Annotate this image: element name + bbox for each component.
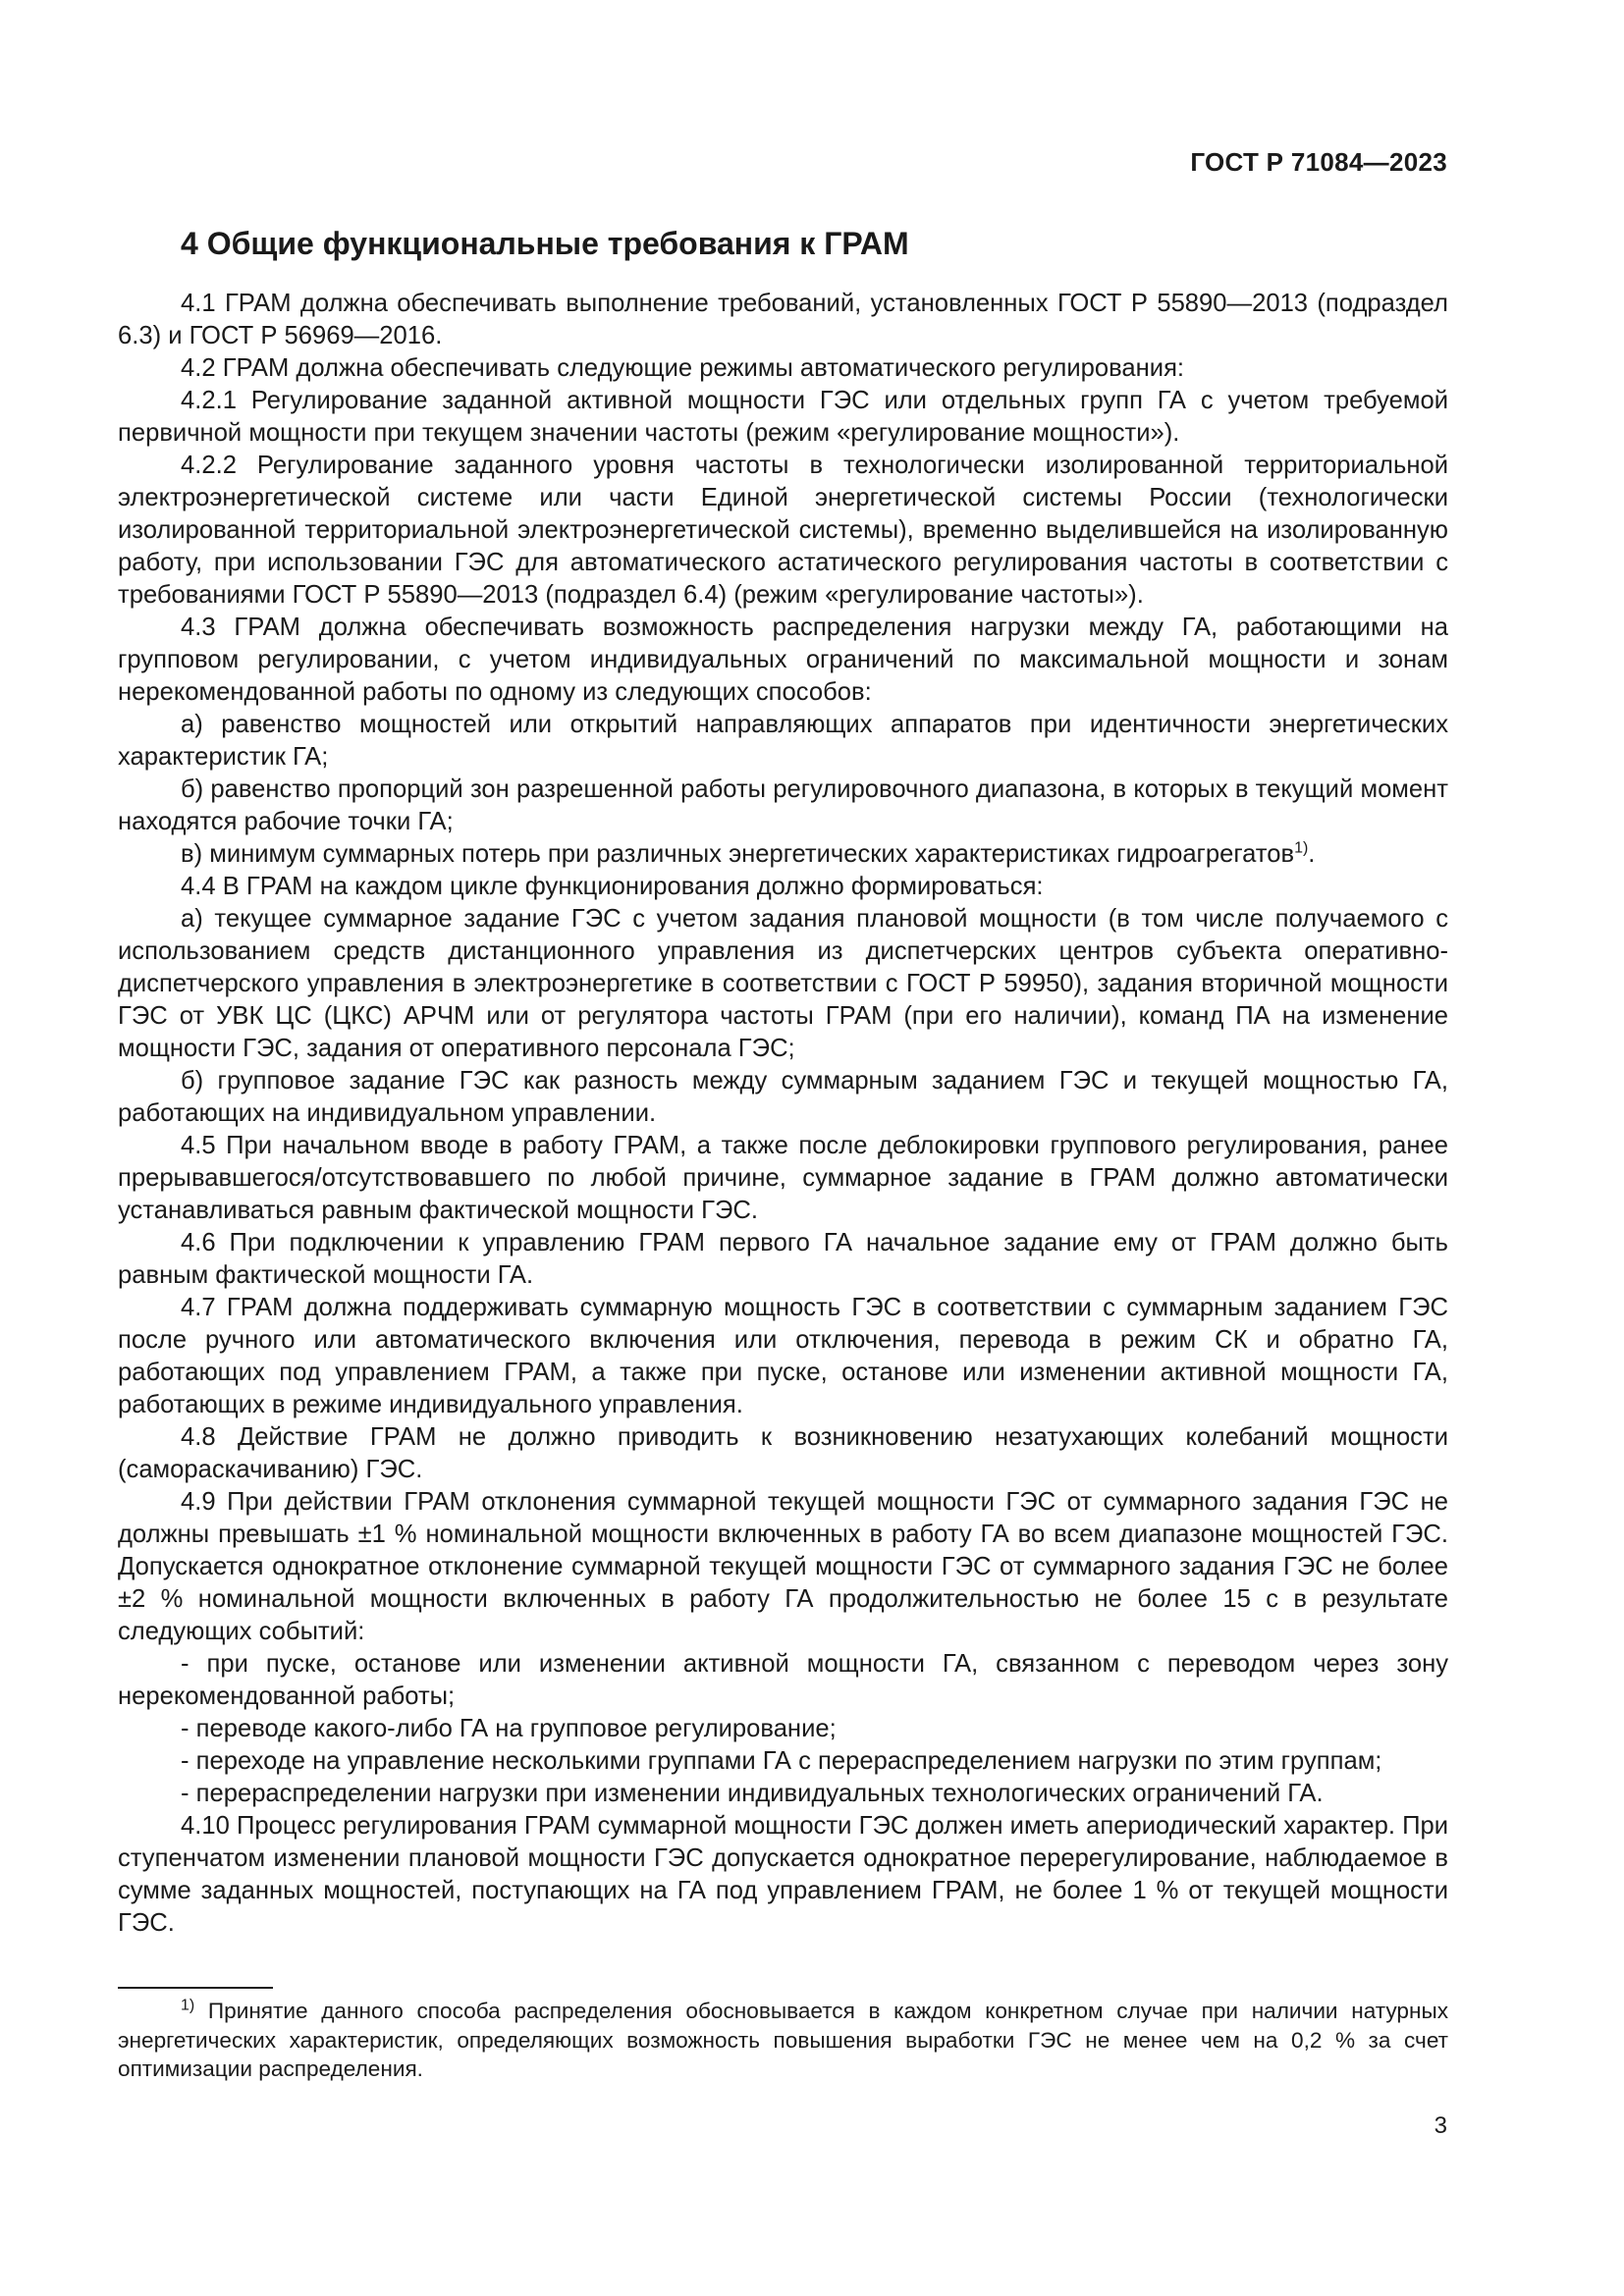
clause-4-10: 4.10 Процесс регулирования ГРАМ суммарной мощности ГЭС должен иметь апериодический характер. При ступенчатом изменении плановой мощности ГЭС допускается однократное перерегулирование, наблюдаемое в сумме заданных мощностей, поступающих на ГА под управлением ГРАМ, не более 1 % от текущей мощности ГЭС. (118, 1812, 1448, 1937)
clause-4-4-item-a: а) текущее суммарное задание ГЭС с учетом задания плановой мощности (в том числе получаемого с использованием средств дистанционного управления из диспетчерских центров субъекта оперативно-диспетчерского управления в электроэнергетике в соответствии с ГОСТ Р 59950), задания вторичной мощности ГЭС от УВК ЦС (ЦКС) АРЧМ или от регулятора частоты ГРАМ (при его наличии), команд ПА на изменение мощности ГЭС, задания от оперативного персонала ГЭС; (118, 905, 1448, 1062)
document-number: ГОСТ Р 71084—2023 (1190, 147, 1447, 177)
clause-4-8: 4.8 Действие ГРАМ не должно приводить к возникновению незатухающих колебаний мощности (самораскачиванию) ГЭС. (118, 1423, 1448, 1483)
clause-4-3-item-b: б) равенство пропорций зон разрешенной работы регулировочного диапазона, в которых в текущий момент находятся рабочие точки ГА; (118, 775, 1448, 835)
clause-4-9-list-item: - переходе на управление несколькими группами ГА с перераспределением нагрузки по этим группам; (181, 1747, 1382, 1775)
clause-4-9: 4.9 При действии ГРАМ отклонения суммарной текущей мощности ГЭС от суммарного задания ГЭС не должны превышать ±1 % номинальной мощности включенных в работу ГА во всем диапазоне мощностей ГЭС. Допускается однократное отклонение суммарной текущей мощности ГЭС от суммарного задания ГЭС не более ±2 % номинальной мощности включенных в работу ГА продолжительностью не более 15 с в результате следующих событий: (118, 1488, 1448, 1645)
section-body (118, 288, 1448, 1940)
clause-4-3-item-c-period: . (1308, 840, 1316, 868)
clause-4-7: 4.7 ГРАМ должна поддерживать суммарную мощность ГЭС в соответствии с суммарным заданием ГЭС после ручного или автоматического включения или отключения, перевода в режим СК и обратно ГА, работающих под управлением ГРАМ, а также при пуске, останове или изменении активной мощности ГА, работающих в режиме индивидуального управления. (118, 1294, 1448, 1418)
footnote-1 (118, 1997, 1448, 2084)
clause-4-2-2: 4.2.2 Регулирование заданного уровня частоты в технологически изолированной территориальной электроэнергетической системе или части Единой энергетической системы России (технологически изолированной территориальной электроэнергетической системы), временно выделившейся на изолированную работу, при использовании ГЭС для автоматического астатического регулирования частоты в соответствии с требованиями ГОСТ Р 55890—2013 (подраздел 6.4) (режим «регулирование частоты»). (118, 452, 1448, 609)
clause-4-3-item-c (118, 838, 1448, 871)
clause-4-4: 4.4 В ГРАМ на каждом цикле функционирования должно формироваться: (181, 873, 1044, 900)
clause-4-3: 4.3 ГРАМ должна обеспечивать возможность распределения нагрузки между ГА, работающими на групповом регулировании, с учетом индивидуальных ограничений по максимальной мощности и зонам нерекомендованной работы по одному из следующих способов: (118, 614, 1448, 706)
clause-4-9-list-item: - перераспределении нагрузки при изменении индивидуальных технологических ограничений ГА. (181, 1780, 1324, 1807)
clause-4-3-item-c-text: в) минимум суммарных потерь при различных энергетических характеристиках гидроагрегатов (181, 840, 1295, 868)
clause-4-9-list-item: - при пуске, останове или изменении активной мощности ГА, связанном с переводом через зону нерекомендованной работы; (118, 1650, 1448, 1710)
clause-4-4-item-b: б) групповое задание ГЭС как разность между суммарным заданием ГЭС и текущей мощностью ГА, работающих на индивидуальном управлении. (118, 1067, 1448, 1127)
footnote (118, 1997, 1448, 2084)
footnote-reference[interactable]: 1) (1294, 839, 1309, 857)
footnote-divider (118, 1987, 273, 1989)
footnote-marker: 1) (181, 1997, 195, 2014)
clause-4-1: 4.1 ГРАМ должна обеспечивать выполнение требований, установленных ГОСТ Р 55890—2013 (подраздел 6.3) и ГОСТ Р 56969—2016. (118, 290, 1448, 349)
clause-4-6: 4.6 При подключении к управлению ГРАМ первого ГА начальное задание ему от ГРАМ должно быть равным фактической мощности ГА. (118, 1229, 1448, 1289)
clause-4-9-list-item: - переводе какого-либо ГА на групповое регулирование; (181, 1715, 837, 1742)
footnote-text: Принятие данного способа распределения обосновывается в каждом конкретном случае при наличии натурных энергетических характеристик, определяющих возможность повышения выработки ГЭС не менее чем на 0,2 % за счет оптимизации распределения. (118, 1999, 1448, 2081)
clause-4-5: 4.5 При начальном вводе в работу ГРАМ, а также после деблокировки группового регулирования, ранее прерывавшегося/отсутствовавшего по любой причине, суммарное задание в ГРАМ должно автоматически устанавливаться равным фактической мощности ГЭС. (118, 1132, 1448, 1224)
section-title: 4 Общие функциональные требования к ГРАМ (181, 226, 909, 261)
clause-4-2-1: 4.2.1 Регулирование заданной активной мощности ГЭС или отдельных групп ГА с учетом требуемой первичной мощности при текущем значении частоты (режим «регулирование мощности»). (118, 387, 1448, 447)
clause-4-3-item-a: а) равенство мощностей или открытий направляющих аппаратов при идентичности энергетических характеристик ГА; (118, 711, 1448, 771)
clause-4-2: 4.2 ГРАМ должна обеспечивать следующие режимы автоматического регулирования: (181, 354, 1185, 382)
page-number: 3 (1434, 2112, 1447, 2139)
